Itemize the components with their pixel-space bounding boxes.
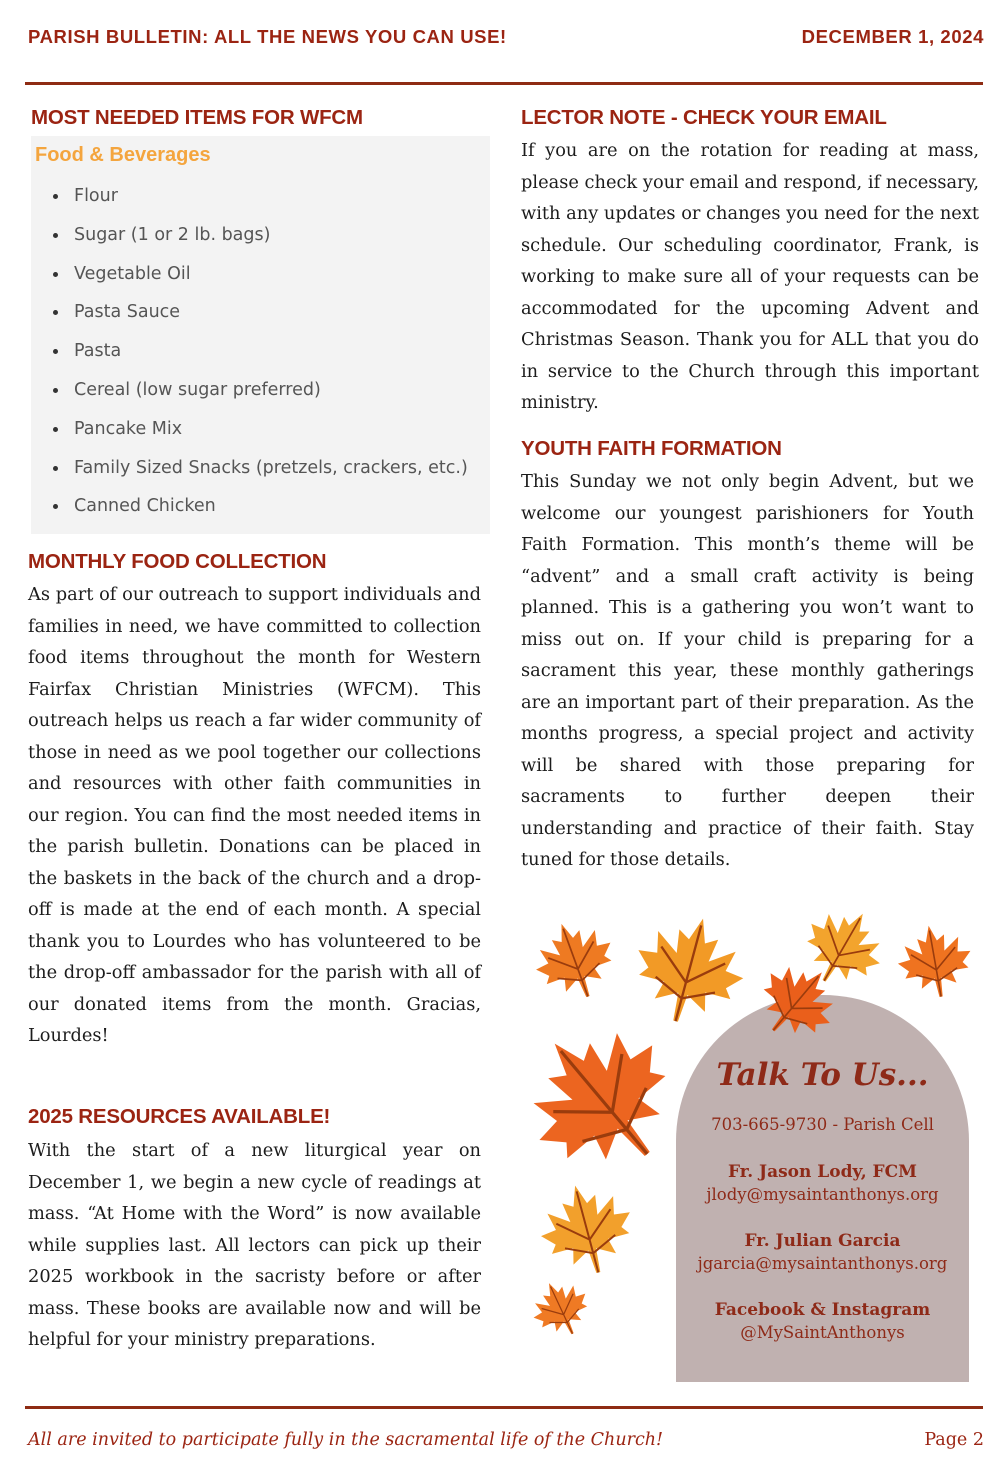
list-item: Sugar (1 or 2 lb. bags)	[31, 222, 468, 261]
monthly-food-title: MONTHLY FOOD COLLECTION	[28, 550, 327, 573]
food-beverages-subtitle: Food & Beverages	[35, 144, 211, 166]
parish-phone: 703-665-9730 - Parish Cell	[711, 1115, 934, 1134]
header-divider	[25, 82, 983, 85]
talk-title: Talk To Us...	[716, 1057, 929, 1093]
list-item: Family Sized Snacks (pretzels, crackers, etc.)	[31, 455, 468, 494]
needed-items-list	[31, 183, 468, 532]
list-item: Canned Chicken	[31, 493, 468, 532]
contact-email-jason[interactable]: jlody@mysaintanthonys.org	[706, 1185, 939, 1204]
youth-title: YOUTH FAITH FORMATION	[521, 437, 782, 460]
most-needed-title: MOST NEEDED ITEMS FOR WFCM	[31, 106, 363, 129]
footer-tagline: All are invited to participate fully in the sacramental life of the Church!	[28, 1430, 664, 1450]
maple-leaf-icon	[522, 1020, 682, 1180]
resources-body: With the start of a new liturgical year on December 1, we begin a new cycle of readings at mass. “At Home with the Word” is now available while supplies last. All lectors can pick up their 2025 workbook in the sacristy before or after mass. These books are available now and will be helpful for your ministry preparations.	[28, 1140, 481, 1350]
footer-divider	[25, 1406, 983, 1409]
lector-title: LECTOR NOTE - CHECK YOUR EMAIL	[521, 106, 887, 129]
list-item: Pancake Mix	[31, 416, 468, 455]
social-label: Facebook & Instagram	[714, 1300, 931, 1320]
list-item: Pasta Sauce	[31, 299, 468, 338]
lector-body: If you are on the rotation for reading at mass, please check your email and respond, if necessary, with any updates or changes you need for the next schedule. Our scheduling coordinator, Frank, is working to make sure all of your requests can be accommodated for the upcoming Advent and Christmas Season. Thank you for ALL that you do in service to the Church through this important ministry.	[521, 140, 979, 413]
page-number: Page 2	[924, 1430, 984, 1450]
list-item: Vegetable Oil	[31, 261, 468, 300]
maple-leaf-icon	[630, 912, 748, 1030]
contact-name-jason: Fr. Jason Lody, FCM	[728, 1162, 917, 1182]
maple-leaf-icon	[530, 1278, 592, 1340]
resources-title: 2025 RESOURCES AVAILABLE!	[28, 1105, 331, 1128]
most-needed-box	[31, 136, 490, 534]
contact-name-julian: Fr. Julian Garcia	[744, 1231, 901, 1251]
bulletin-date: DECEMBER 1, 2024	[801, 26, 984, 47]
youth-body: This Sunday we not only begin Advent, but we welcome our youngest parishioners for Youth Faith Formation. This month’s theme will be “advent” and a small craft activity is being planned. This is a gathering you won’t want to miss out on. If your child is preparing for a sacrament this year, these monthly gatherings are an important part of their preparation. As the months progress, a special project and activity will be shared with those preparing for sacraments to further deepen their understanding and practice of their faith. Stay tuned for those details.	[521, 471, 974, 870]
maple-leaf-icon	[537, 1180, 637, 1280]
bulletin-title: PARISH BULLETIN: ALL THE NEWS YOU CAN USE!	[28, 26, 507, 47]
list-item: Cereal (low sugar preferred)	[31, 377, 468, 416]
contact-email-julian[interactable]: jgarcia@mysaintanthonys.org	[697, 1254, 948, 1273]
monthly-food-body: As part of our outreach to support individuals and families in need, we have committed to collection food items throughout the month for Western Fairfax Christian Ministries (WFCM). This outreach helps us reach a far wider community of those in need as we pool together our collections and resources with other faith communities in our region. You can find the most needed items in the parish bulletin. Donations can be placed in the baskets in the back of the church and a drop-off is made at the end of each month. A special thank you to Lourdes who has volunteered to be the drop-off ambassador for the parish with all of our donated items from the month. Gracias, Lourdes!	[28, 584, 481, 1046]
list-item: Flour	[31, 183, 468, 222]
maple-leaf-icon	[755, 960, 839, 1044]
talk-to-us-panel	[676, 995, 969, 1382]
social-handle[interactable]: @MySaintAnthonys	[740, 1323, 905, 1342]
maple-leaf-icon	[895, 922, 975, 1002]
list-item: Pasta	[31, 338, 468, 377]
maple-leaf-icon	[532, 918, 618, 1004]
